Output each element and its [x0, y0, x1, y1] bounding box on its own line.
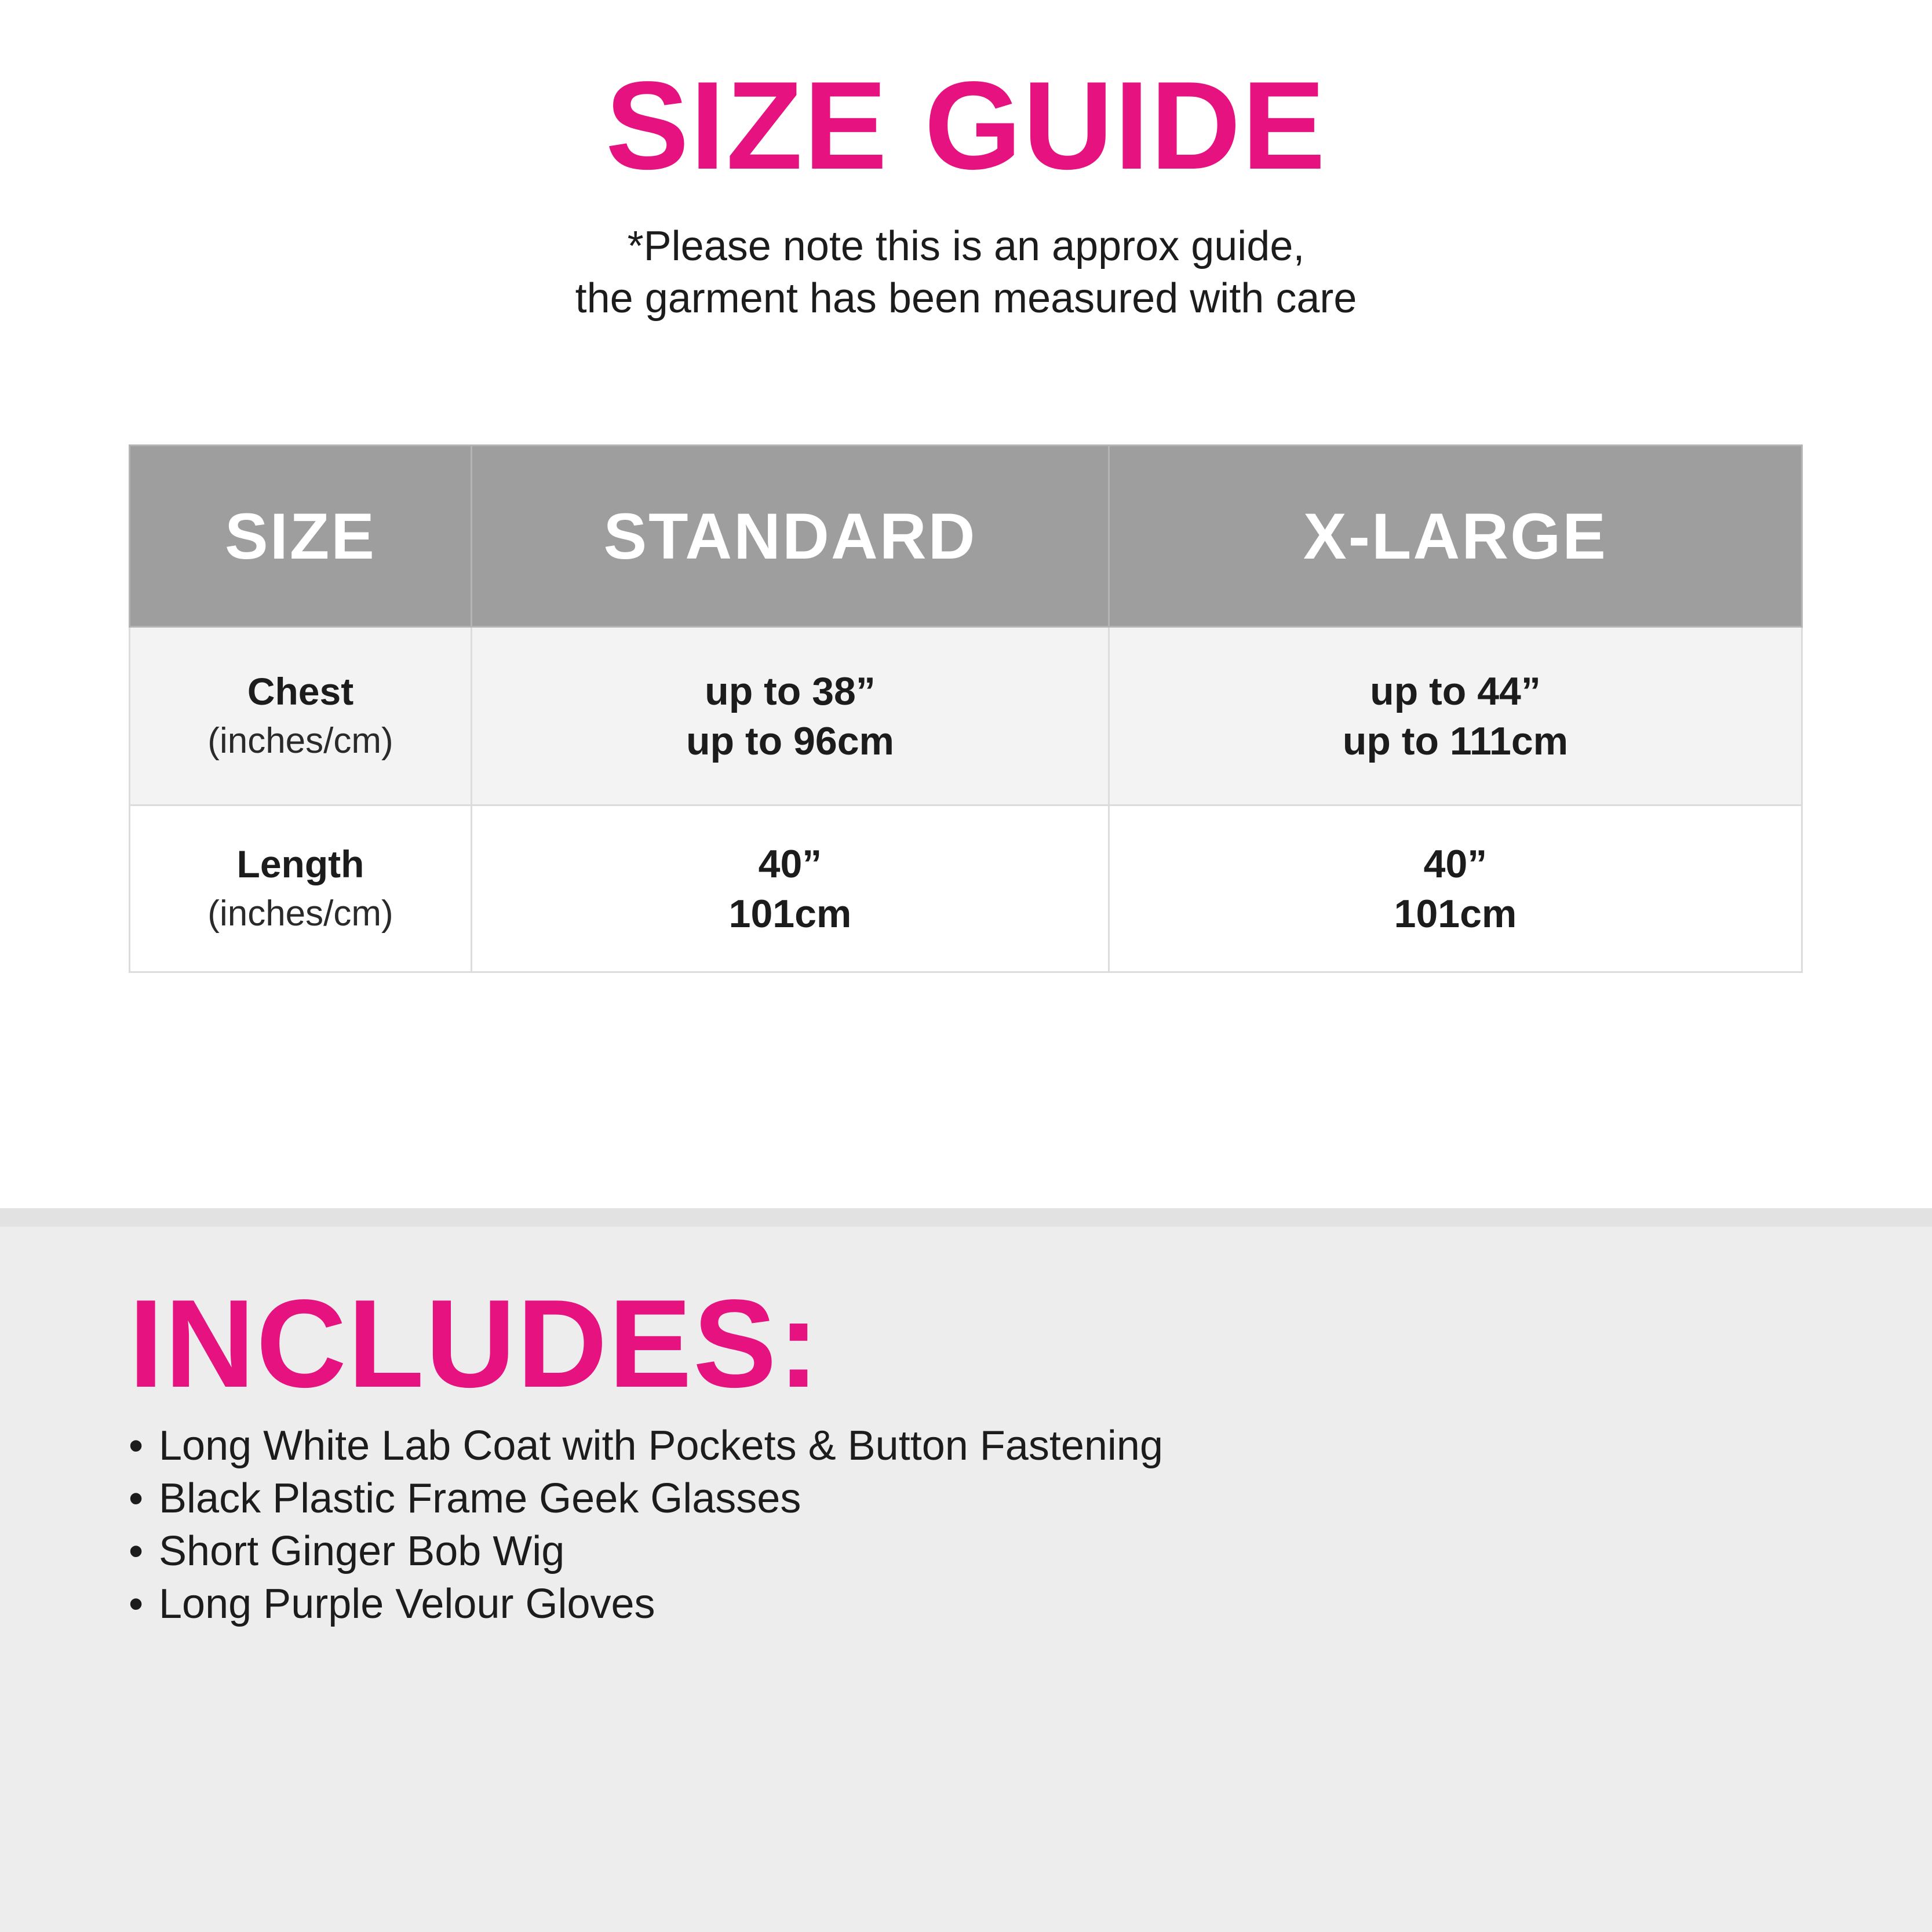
length-label-cell — [130, 805, 472, 972]
chest-label-cell — [130, 627, 472, 805]
header-standard: STANDARD — [472, 446, 1109, 627]
bullet-icon: • — [129, 1581, 144, 1627]
size-guide-title: SIZE GUIDE — [605, 55, 1327, 195]
list-item-text: Long Purple Velour Gloves — [159, 1581, 655, 1627]
list-item — [129, 1578, 1163, 1631]
chest-standard-cell — [472, 627, 1109, 805]
length-xlarge-cell — [1109, 805, 1802, 972]
length-standard-cm: 101cm — [728, 891, 852, 936]
list-item-text: Black Plastic Frame Geek Glasses — [159, 1475, 801, 1522]
bullet-icon: • — [129, 1528, 144, 1574]
length-label: Length — [236, 842, 364, 885]
length-standard-cell — [472, 805, 1109, 972]
chest-xlarge-cm: up to 111cm — [1342, 719, 1569, 763]
includes-title: INCLUDES: — [129, 1273, 821, 1413]
chest-unit: (inches/cm) — [207, 720, 393, 761]
size-guide-note — [0, 220, 1932, 325]
header-x-large: X-LARGE — [1109, 446, 1802, 627]
bullet-icon: • — [129, 1475, 144, 1522]
list-item — [129, 1472, 1163, 1525]
chest-xlarge-cell — [1109, 627, 1802, 805]
chest-label: Chest — [247, 669, 354, 713]
length-xlarge-cm: 101cm — [1394, 891, 1517, 936]
size-table — [129, 444, 1803, 973]
chest-xlarge-inches: up to 44” — [1370, 669, 1541, 713]
table-row-chest — [130, 627, 1802, 805]
list-item-text: Short Ginger Bob Wig — [159, 1528, 565, 1574]
length-xlarge-inches: 40” — [1423, 841, 1488, 886]
header-size: SIZE — [130, 446, 472, 627]
chest-standard-cm: up to 96cm — [686, 719, 894, 763]
length-unit: (inches/cm) — [207, 893, 393, 934]
note-line-2: the garment has been measured with care — [575, 275, 1357, 322]
table-row-length — [130, 805, 1802, 972]
bullet-icon: • — [129, 1423, 144, 1469]
length-standard-inches: 40” — [758, 841, 822, 886]
note-line-1: *Please note this is an approx guide, — [627, 223, 1305, 269]
size-table-header — [130, 446, 1802, 627]
list-item-text: Long White Lab Coat with Pockets & Button Fastening — [159, 1423, 1163, 1469]
includes-list — [129, 1420, 1163, 1631]
list-item — [129, 1420, 1163, 1472]
chest-standard-inches: up to 38” — [705, 669, 876, 713]
list-item — [129, 1525, 1163, 1578]
